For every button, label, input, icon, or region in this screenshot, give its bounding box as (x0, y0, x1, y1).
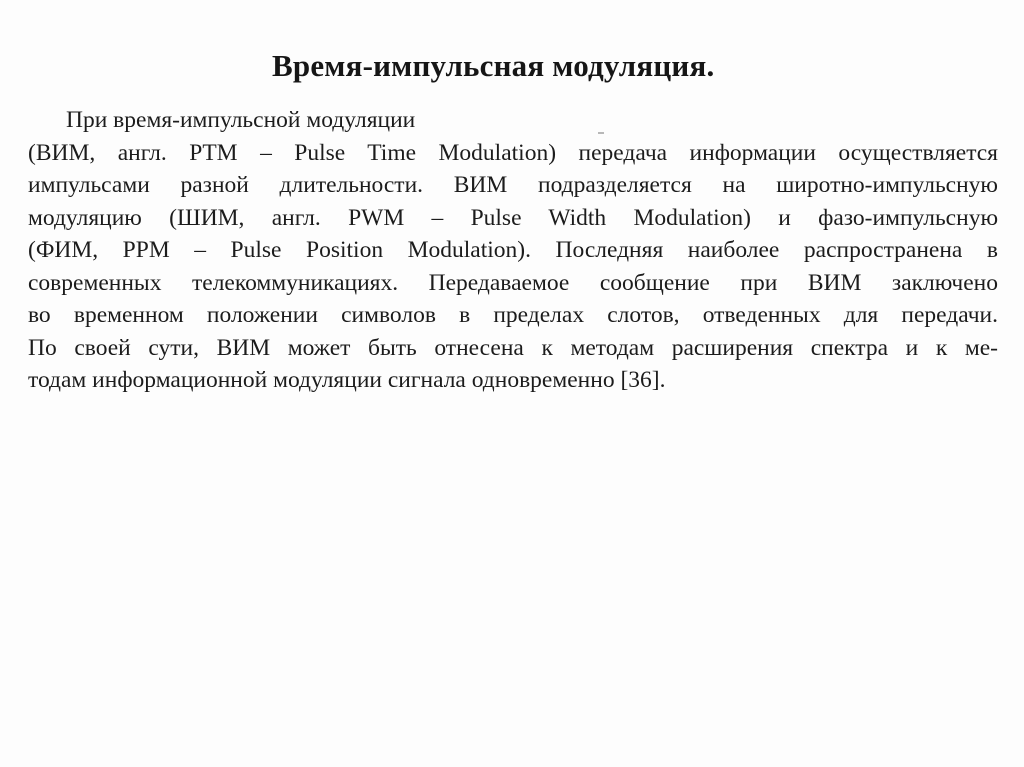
text-line: (ВИМ, англ. PTM – Pulse Time Modulation) передача информации осуществляется (28, 139, 998, 166)
text-line: тодам информационной модуляции сигнала одновременно [36]. (28, 367, 666, 393)
text-line: (ФИМ, PPM – Pulse Position Modulation). Последняя наиболее распространена в (28, 237, 998, 263)
text-line: модуляцию (ШИМ, англ. PWM – Pulse Width Modulation) и фазо-импульсную (28, 204, 998, 231)
text-line: современных телекоммуникациях. Передаваемое сообщение при ВИМ заключено (28, 269, 998, 296)
page-title: Время-импульсная модуляция. (272, 48, 715, 83)
text-line: импульсами разной длительности. ВИМ подразделяется на широтно-импульсную (28, 172, 998, 198)
text-line: По своей сути, ВИМ может быть отнесена к методам расширения спектра и к ме- (28, 334, 998, 361)
text-line: При время-импульсной модуляции (66, 107, 416, 133)
text-line: во временном положении символов в пределах слотов, отведенных для передачи. (28, 302, 998, 328)
body-paragraph (28, 104, 998, 397)
